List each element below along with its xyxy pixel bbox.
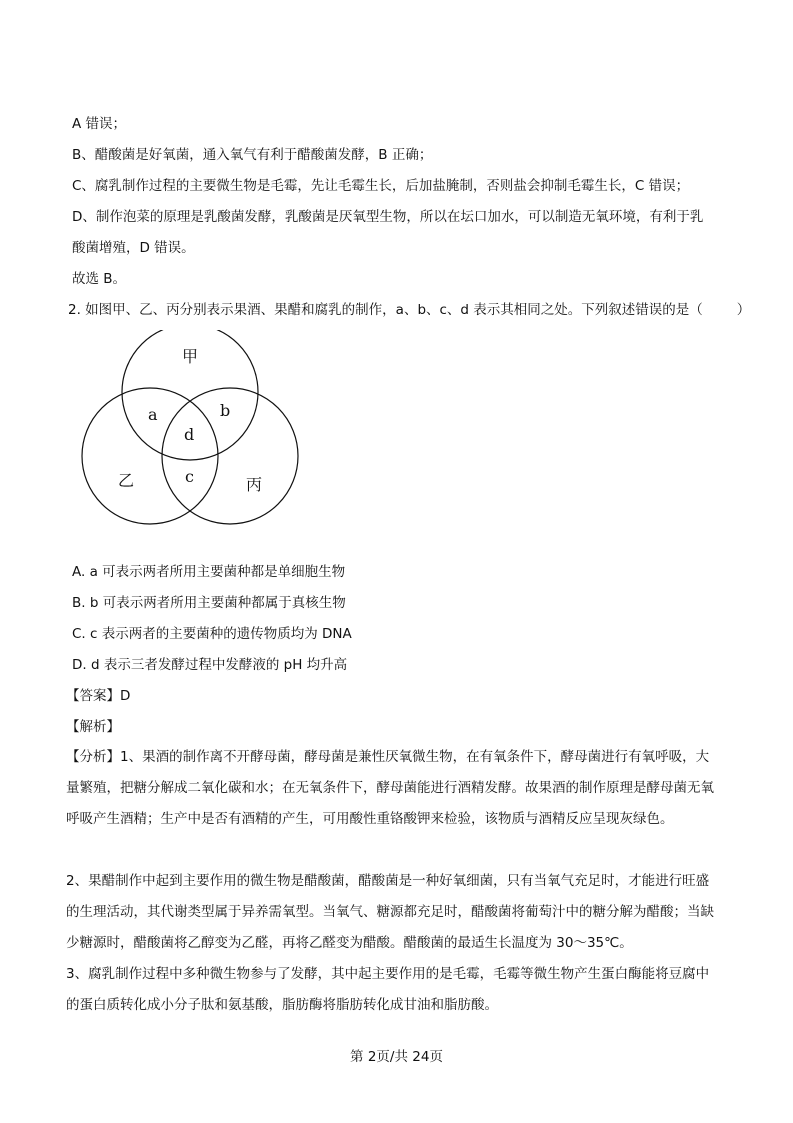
statement-d: D、制作泡菜的原理是乳酸菌发酵，乳酸菌是厌氧型生物，所以在坛口加水，可以制造无氧环境，有利于乳 (72, 209, 704, 225)
question-text: 2. 如图甲、乙、丙分别表示果酒、果醋和腐乳的制作，a、b、c、d 表示其相同之处。下列叙述错误的是（ (68, 302, 703, 318)
statement-c: C、腐乳制作过程的主要微生物是毛霉，先让毛霉生长，后加盐腌制，否则盐会抑制毛霉生长，C 错误； (72, 178, 690, 194)
statement-d-cont: 酸菌增殖，D 错误。 (72, 240, 195, 256)
question-stem (68, 300, 750, 320)
option-b: B. b 可表示两者所用主要菌种都属于真核生物 (72, 595, 346, 611)
label-d: d (184, 425, 195, 444)
page-footer: 第 2页/共 24页 (350, 1049, 443, 1065)
analysis-paragraph-1: 【分析】1、果酒的制作离不开酵母菌，酵母菌是兼性厌氧微生物，在有氧条件下，酵母菌进行有氧呼吸，大量繁殖，把糖分解成二氧化碳和水；在无氧条件下，酵母菌能进行酒精发酵。故果酒的制作原理是酵母菌无氧呼吸产生酒精；生产中是否有酒精的产生，可用酸性重铬酸钾来检验，该物质与酒精反应呈现灰绿色。 (66, 749, 714, 827)
answer-value: D (120, 688, 131, 704)
label-b: b (220, 401, 231, 420)
label-jia: 甲 (182, 347, 199, 366)
venn-svg (78, 330, 302, 526)
statement-b: B、醋酸菌是好氧菌，通入氧气有利于醋酸菌发酵，B 正确； (72, 147, 433, 163)
label-yi: 乙 (118, 471, 135, 490)
label-a: a (148, 405, 158, 424)
label-c: c (185, 467, 194, 486)
analysis-paragraph-2: 2、果醋制作中起到主要作用的微生物是醋酸菌，醋酸菌是一种好氧细菌，只有当氧气充足时，才能进行旺盛的生理活动，其代谢类型属于异养需氧型。当氧气、糖源都充足时，醋酸菌将葡萄汁中的糖分解为醋酸；当缺少糖源时，醋酸菌将乙醇变为乙醛，再将乙醛变为醋酸。醋酸菌的最适生长温度为 30～35℃。 (66, 873, 714, 951)
option-c: C. c 表示两者的主要菌种的遗传物质均为 DNA (72, 626, 352, 642)
option-d: D. d 表示三者发酵过程中发酵液的 pH 均升高 (72, 657, 348, 673)
venn-diagram (78, 330, 302, 526)
answer-label: 【答案】 (66, 688, 120, 704)
choice-conclusion: 故选 B。 (72, 271, 127, 287)
statement-a: A 错误； (72, 116, 127, 132)
question-close-paren: ） (736, 302, 751, 318)
label-bing: 丙 (246, 475, 263, 494)
answer-line (66, 686, 130, 706)
analysis-title: 【解析】 (66, 719, 120, 735)
option-a: A. a 可表示两者所用主要菌种都是单细胞生物 (72, 564, 346, 580)
analysis-paragraph-3: 3、腐乳制作过程中多种微生物参与了发酵，其中起主要作用的是毛霉，毛霉等微生物产生蛋白酶能将豆腐中的蛋白质转化成小分子肽和氨基酸，脂肪酶将脂肪转化成甘油和脂肪酸。 (66, 966, 710, 1013)
